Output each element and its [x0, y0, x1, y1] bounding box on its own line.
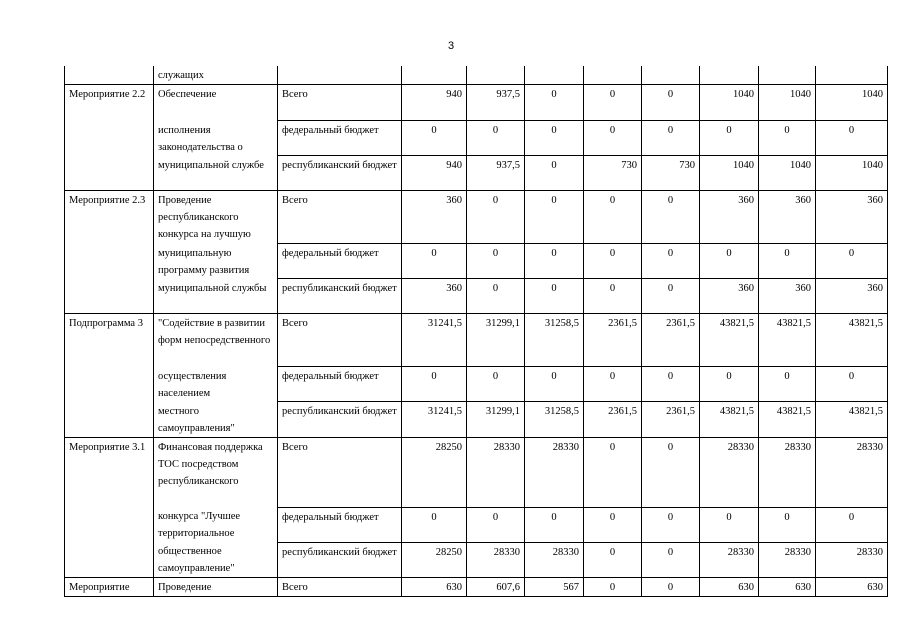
value-cell: 43821,5	[816, 402, 888, 438]
value-cell: 630	[816, 578, 888, 597]
table-row	[65, 66, 888, 85]
source-cell: республиканский бюджет	[278, 279, 402, 314]
value-cell: 0	[525, 85, 584, 121]
value-cell: 0	[467, 191, 525, 244]
value-cell: 0	[642, 85, 700, 121]
value-cell: 0	[525, 279, 584, 314]
table-row	[65, 121, 888, 156]
value-cell: 28250	[402, 542, 467, 578]
value-cell: 937,5	[467, 156, 525, 191]
value-cell: 0	[402, 244, 467, 279]
source-cell: Всего	[278, 314, 402, 367]
value-cell: 31258,5	[525, 402, 584, 438]
code-cell: Мероприятие	[65, 578, 154, 597]
name-cell: Проведение республиканского конкурса на лучшую	[154, 191, 278, 244]
value-cell: 28330	[759, 437, 816, 507]
value-cell: 0	[759, 507, 816, 542]
value-cell: 0	[525, 244, 584, 279]
value-cell: 1040	[700, 156, 759, 191]
name-cell: Обеспечение	[154, 85, 278, 121]
value-cell: 0	[642, 121, 700, 156]
value-cell: 31299,1	[467, 402, 525, 438]
value-cell: 0	[816, 244, 888, 279]
name-cell: общественное самоуправление"	[154, 542, 278, 578]
value-cell: 0	[525, 156, 584, 191]
name-cell: муниципальную программу развития	[154, 244, 278, 279]
value-cell: 0	[759, 367, 816, 402]
value-cell: 31258,5	[525, 314, 584, 367]
value-cell: 0	[700, 367, 759, 402]
value-cell	[467, 66, 525, 85]
value-cell: 1040	[759, 85, 816, 121]
name-cell: "Содействие в развитии форм непосредственного	[154, 314, 278, 367]
value-cell: 567	[525, 578, 584, 597]
value-cell: 0	[642, 279, 700, 314]
value-cell: 2361,5	[584, 314, 642, 367]
name-cell: служащих	[154, 66, 278, 85]
value-cell: 0	[525, 191, 584, 244]
value-cell	[525, 66, 584, 85]
value-cell: 43821,5	[700, 402, 759, 438]
value-cell: 28330	[816, 437, 888, 507]
value-cell: 31241,5	[402, 314, 467, 367]
value-cell: 0	[525, 507, 584, 542]
table-row	[65, 85, 888, 121]
name-cell: конкурса "Лучшее территориальное	[154, 507, 278, 542]
code-cell	[65, 66, 154, 85]
table-row	[65, 542, 888, 578]
table-row	[65, 191, 888, 244]
value-cell: 0	[759, 121, 816, 156]
code-cell: Мероприятие 3.1	[65, 437, 154, 578]
table-row	[65, 244, 888, 279]
source-cell: Всего	[278, 437, 402, 507]
value-cell: 360	[759, 191, 816, 244]
value-cell: 0	[584, 279, 642, 314]
value-cell: 28330	[816, 542, 888, 578]
value-cell: 2361,5	[642, 314, 700, 367]
name-cell: муниципальной службы	[154, 279, 278, 314]
value-cell: 28330	[467, 437, 525, 507]
code-cell: Подпрограмма 3	[65, 314, 154, 438]
name-cell: местного самоуправления"	[154, 402, 278, 438]
value-cell: 0	[642, 542, 700, 578]
value-cell: 43821,5	[759, 402, 816, 438]
value-cell: 43821,5	[700, 314, 759, 367]
value-cell: 630	[759, 578, 816, 597]
value-cell: 360	[759, 279, 816, 314]
value-cell: 0	[467, 279, 525, 314]
value-cell: 0	[700, 121, 759, 156]
value-cell: 0	[584, 244, 642, 279]
value-cell: 0	[584, 367, 642, 402]
value-cell: 0	[816, 367, 888, 402]
value-cell: 0	[642, 367, 700, 402]
value-cell: 31241,5	[402, 402, 467, 438]
source-cell: Всего	[278, 578, 402, 597]
value-cell: 0	[584, 578, 642, 597]
table-row	[65, 367, 888, 402]
value-cell: 360	[402, 279, 467, 314]
value-cell	[402, 66, 467, 85]
value-cell	[584, 66, 642, 85]
source-cell	[278, 66, 402, 85]
table-row	[65, 156, 888, 191]
value-cell: 2361,5	[642, 402, 700, 438]
value-cell: 0	[467, 121, 525, 156]
value-cell: 360	[700, 191, 759, 244]
value-cell	[700, 66, 759, 85]
value-cell	[759, 66, 816, 85]
source-cell: Всего	[278, 85, 402, 121]
value-cell: 31299,1	[467, 314, 525, 367]
source-cell: республиканский бюджет	[278, 156, 402, 191]
value-cell: 28330	[700, 542, 759, 578]
code-cell: Мероприятие 2.2	[65, 85, 154, 191]
source-cell: Всего	[278, 191, 402, 244]
value-cell: 0	[816, 121, 888, 156]
budget-table	[64, 66, 888, 597]
value-cell: 360	[700, 279, 759, 314]
value-cell: 730	[642, 156, 700, 191]
value-cell: 28330	[700, 437, 759, 507]
source-cell: федеральный бюджет	[278, 244, 402, 279]
value-cell: 0	[467, 244, 525, 279]
value-cell: 0	[402, 507, 467, 542]
value-cell: 0	[700, 244, 759, 279]
table-row	[65, 402, 888, 438]
value-cell: 630	[402, 578, 467, 597]
value-cell: 0	[584, 85, 642, 121]
table-row	[65, 279, 888, 314]
source-cell: федеральный бюджет	[278, 367, 402, 402]
value-cell: 0	[402, 367, 467, 402]
value-cell: 0	[700, 507, 759, 542]
value-cell: 730	[584, 156, 642, 191]
value-cell: 0	[584, 507, 642, 542]
value-cell: 1040	[700, 85, 759, 121]
value-cell: 607,6	[467, 578, 525, 597]
table-row	[65, 507, 888, 542]
value-cell: 28250	[402, 437, 467, 507]
value-cell: 360	[816, 191, 888, 244]
value-cell: 0	[642, 507, 700, 542]
value-cell: 0	[642, 578, 700, 597]
value-cell: 28330	[759, 542, 816, 578]
name-cell: осуществления населением	[154, 367, 278, 402]
value-cell: 630	[700, 578, 759, 597]
value-cell: 0	[467, 507, 525, 542]
value-cell: 43821,5	[759, 314, 816, 367]
value-cell: 1040	[816, 156, 888, 191]
source-cell: федеральный бюджет	[278, 121, 402, 156]
value-cell: 0	[467, 367, 525, 402]
value-cell: 940	[402, 156, 467, 191]
value-cell: 28330	[467, 542, 525, 578]
value-cell: 1040	[816, 85, 888, 121]
value-cell: 0	[642, 244, 700, 279]
value-cell: 940	[402, 85, 467, 121]
table-row	[65, 314, 888, 367]
name-cell: Финансовая поддержка ТОС посредством республиканского	[154, 437, 278, 507]
name-cell: исполнения законодательства о	[154, 121, 278, 156]
value-cell: 1040	[759, 156, 816, 191]
value-cell: 0	[584, 191, 642, 244]
value-cell: 0	[584, 542, 642, 578]
value-cell: 0	[816, 507, 888, 542]
value-cell: 0	[642, 437, 700, 507]
value-cell: 0	[642, 191, 700, 244]
value-cell: 0	[584, 437, 642, 507]
value-cell: 937,5	[467, 85, 525, 121]
source-cell: республиканский бюджет	[278, 542, 402, 578]
value-cell: 0	[525, 121, 584, 156]
value-cell: 0	[584, 121, 642, 156]
value-cell: 360	[402, 191, 467, 244]
value-cell	[642, 66, 700, 85]
value-cell: 2361,5	[584, 402, 642, 438]
name-cell: муниципальной службе	[154, 156, 278, 191]
value-cell: 28330	[525, 437, 584, 507]
value-cell: 0	[759, 244, 816, 279]
code-cell: Мероприятие 2.3	[65, 191, 154, 314]
name-cell: Проведение	[154, 578, 278, 597]
table-row	[65, 437, 888, 507]
value-cell	[816, 66, 888, 85]
source-cell: федеральный бюджет	[278, 507, 402, 542]
source-cell: республиканский бюджет	[278, 402, 402, 438]
page-number: 3	[448, 40, 455, 52]
table-row	[65, 578, 888, 597]
value-cell: 0	[525, 367, 584, 402]
value-cell: 360	[816, 279, 888, 314]
value-cell: 0	[402, 121, 467, 156]
value-cell: 28330	[525, 542, 584, 578]
value-cell: 43821,5	[816, 314, 888, 367]
